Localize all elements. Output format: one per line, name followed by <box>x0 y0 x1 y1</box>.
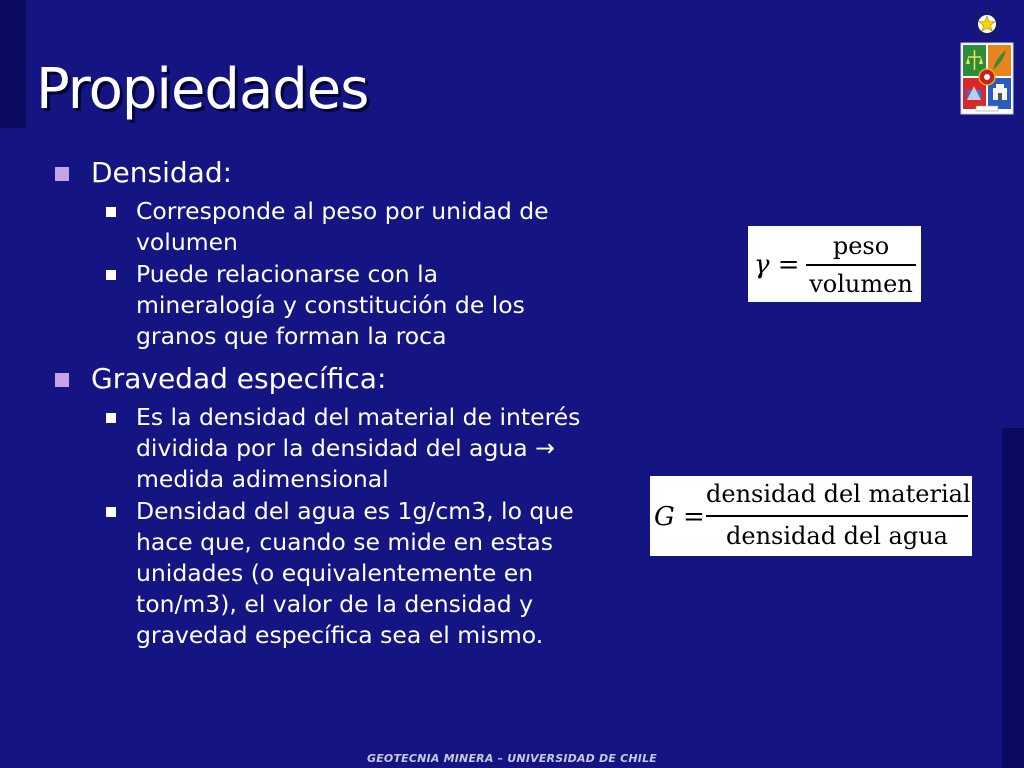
fraction-bar <box>806 264 916 266</box>
bullet-square-icon <box>55 167 69 181</box>
right-accent-bar <box>1002 428 1024 768</box>
bullet-label: Gravedad específica: <box>91 362 387 395</box>
formula-denominator: densidad del agua <box>726 522 948 550</box>
specific-gravity-formula <box>650 476 972 556</box>
slide-title: Propiedades <box>36 57 369 122</box>
sub-bullet <box>104 402 612 495</box>
bullet-square-icon <box>55 373 69 387</box>
sub-bullet-list <box>52 196 612 352</box>
shield-icon <box>961 43 1013 114</box>
sub-bullet-text: Corresponde al peso por unidad de volumen <box>136 197 549 256</box>
formula-lhs: G = <box>654 502 705 532</box>
star-icon <box>970 7 1004 41</box>
sub-bullet-text: Puede relacionarse con la mineralogía y constitución de los granos que forman la roca <box>136 260 525 350</box>
formula-numerator: peso <box>832 232 890 260</box>
bullet-square-icon <box>106 413 116 423</box>
bullet-square-icon <box>106 270 116 280</box>
bullet-square-icon <box>106 507 116 517</box>
fraction-bar <box>706 515 968 517</box>
bullet-square-icon <box>106 207 116 217</box>
sub-bullet <box>104 196 612 258</box>
sub-bullet <box>104 259 612 352</box>
university-crest-icon <box>958 2 1016 116</box>
bullet-densidad <box>52 156 612 190</box>
sub-bullet-list <box>52 402 612 651</box>
formula-numerator: densidad del material <box>706 480 971 508</box>
sub-bullet-text: Es la densidad del material de interés dividida por la densidad del agua → medida adimensional <box>136 403 581 493</box>
formula-denominator: volumen <box>809 270 913 298</box>
bullet-content <box>52 156 612 661</box>
formula-lhs: γ = <box>754 250 800 280</box>
sub-bullet-text: Densidad del agua es 1g/cm3, lo que hace que, cuando se mide en estas unidades (o equivalentemente en ton/m3), el valor de la densidad y gravedad específica sea el mismo. <box>136 497 574 649</box>
slide-footer: GEOTECNIA MINERA – UNIVERSIDAD DE CHILE <box>366 752 658 765</box>
density-formula <box>748 226 921 302</box>
sub-bullet <box>104 496 612 651</box>
bullet-label: Densidad: <box>91 156 233 189</box>
bullet-gravedad-especifica <box>52 362 612 396</box>
left-accent-bar <box>0 0 26 128</box>
